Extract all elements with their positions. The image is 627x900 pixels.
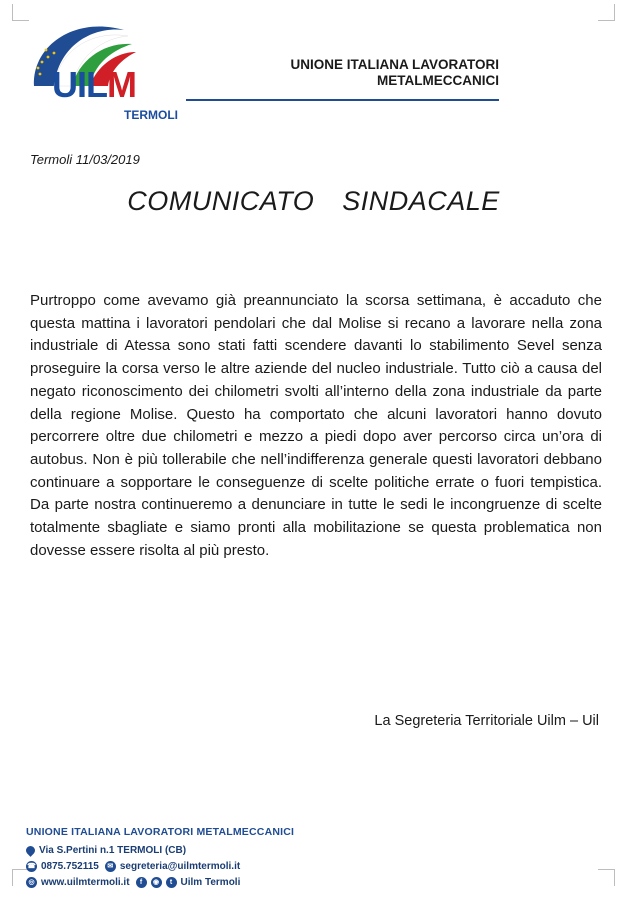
facebook-icon: f — [136, 877, 147, 888]
header-rule — [186, 99, 499, 101]
logo-subtitle: TERMOLI — [124, 108, 178, 122]
location-pin-icon — [24, 844, 37, 857]
org-header — [291, 57, 500, 89]
uilm-logo — [24, 16, 178, 122]
footer-web-row — [26, 874, 294, 890]
footer-title: UNIONE ITALIANA LAVORATORI METALMECCANICI — [26, 826, 295, 838]
document-body: Purtroppo come avevamo già preannunciato la scorsa settimana, è accaduto che questa mattina i lavoratori pendolari che dal Molise si recano a lavorare nella zona industriale di Atessa sono stati fatti scendere davanti lo stabilimento Sevel senza proseguire la corsa verso le altre aziende del nucleo industriale. Tutto ciò a causa del negato riconoscimento dei chilometri svolti all’interno della zona industriale da parte della regione Molise. Questo ha comportato che alcuni lavoratori hanno dovuto percorrere oltre due chilometri e mezzo a piedi dopo aver percorso circa un’ora di autobus. Non è più tollerabile che nell’indifferenza generale questi lavoratori debbano continuare a sopportare le conseguenze di scelte politiche errate o fuori tempistica. Da parte nostra continueremo a denunciare in tutte le sedi le incongruenze di scelte totalmente sbagliate e siamo pronti alla mobilitazione se questa problematica non dovesse essere risolta al più presto. — [30, 292, 602, 559]
email-icon: ✉ — [105, 861, 116, 872]
footer-address-row — [26, 842, 294, 858]
web-icon: ◎ — [26, 877, 37, 888]
footer — [26, 826, 294, 890]
crop-mark-top-right — [598, 4, 615, 21]
footer-email: segreteria@uilmtermoli.it — [119, 860, 241, 872]
document-title: COMUNICATO SINDACALE — [127, 186, 500, 216]
footer-address: Via S.Pertini n.1 TERMOLI (CB) — [39, 844, 187, 856]
footer-contact-row — [26, 858, 294, 874]
footer-phone: 0875.752115 — [41, 860, 99, 872]
document-signature: La Segreteria Territoriale Uilm – Uil — [374, 713, 599, 729]
phone-icon: ☎ — [27, 862, 36, 870]
document-date: Termoli 11/03/2019 — [30, 152, 140, 167]
twitter-icon: t — [166, 877, 177, 888]
logo-wordmark: UILM — [52, 64, 136, 105]
instagram-icon: ◉ — [151, 877, 162, 888]
org-line-1: UNIONE ITALIANA LAVORATORI — [290, 57, 499, 72]
crop-mark-bottom-right — [598, 869, 615, 886]
org-line-2: METALMECCANICI — [377, 73, 499, 88]
footer-social: Uilm Termoli — [180, 876, 241, 888]
footer-website: www.uilmtermoli.it — [41, 876, 130, 888]
